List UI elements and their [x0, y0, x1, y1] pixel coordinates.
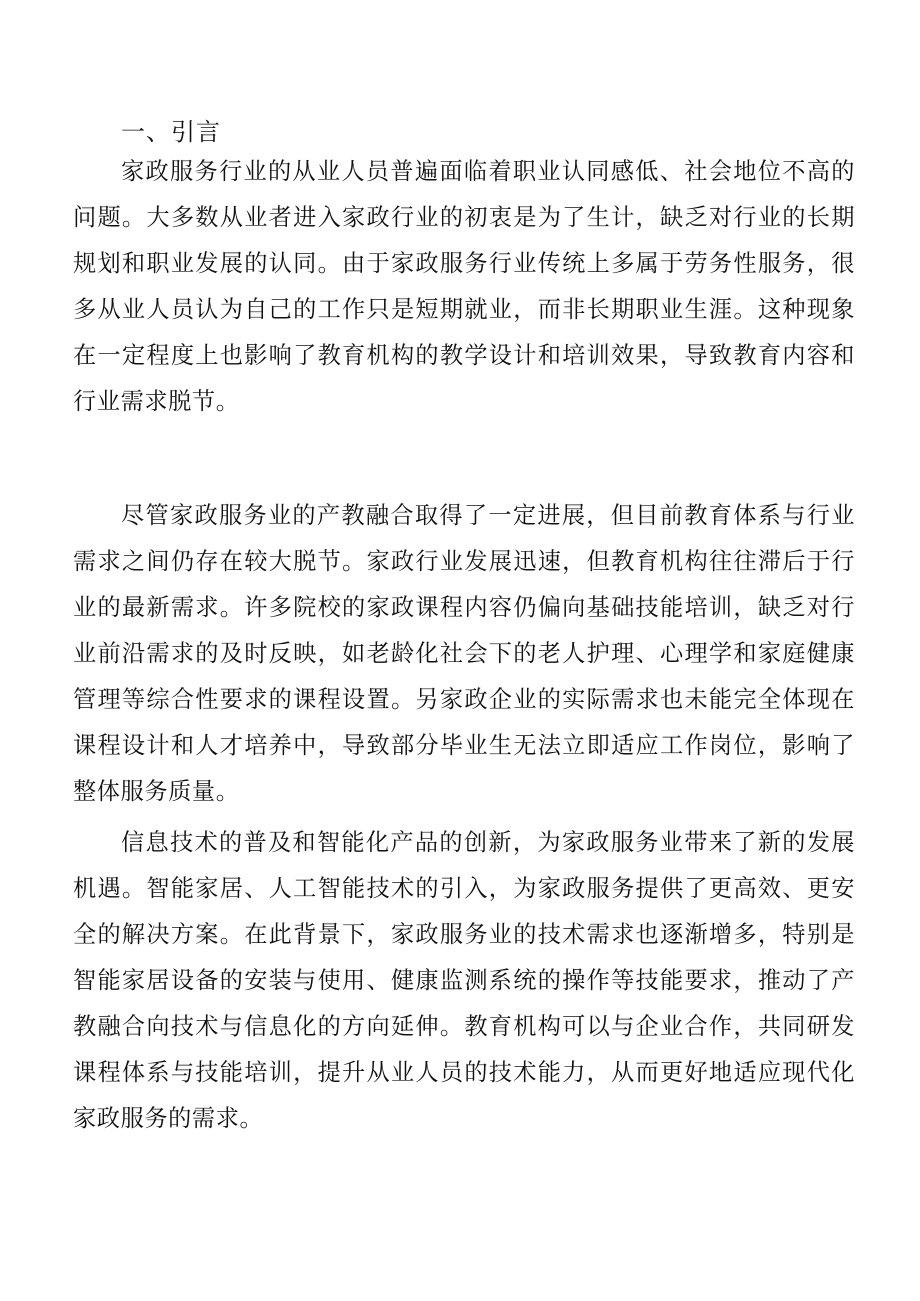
paragraph-2: 尽管家政服务业的产教融合取得了一定进展，但目前教育体系与行业需求之间仍存在较大脱节。家政行业发展迅速，但教育机构往往滞后于行业的最新需求。许多院校的家政课程内容仍偏向基础技能培训，缺乏对行业前沿需求的及时反映，如老龄化社会下的老人护理、心理学和家庭健康管理等综合性要求的课程设置。另家政企业的实际需求也未能完全体现在课程设计和人才培养中，导致部分毕业生无法立即适应工作岗位，影响了整体服务质量。 [73, 502, 855, 805]
paragraph-3: 信息技术的普及和智能化产品的创新，为家政服务业带来了新的发展机遇。智能家居、人工智能技术的引入，为家政服务提供了更高效、更安全的解决方案。在此背景下，家政服务业的技术需求也逐渐增多，特别是智能家居设备的安装与使用、健康监测系统的操作等技能要求，推动了产教融合向技术与信息化的方向延伸。教育机构可以与企业合作，共同研发课程体系与技能培训，提升从业人员的技术能力，从而更好地适应现代化家政服务的需求。 [73, 829, 855, 1132]
paragraph-1: 家政服务行业的从业人员普遍面临着职业认同感低、社会地位不高的问题。大多数从业者进入家政行业的初衷是为了生计，缺乏对行业的长期规划和职业发展的认同。由于家政服务行业传统上多属于劳务性服务，很多从业人员认为自己的工作只是短期就业，而非长期职业生涯。这种现象在一定程度上也影响了教育机构的教学设计和培训效果，导致教育内容和行业需求脱节。 [73, 158, 855, 415]
section-heading: 一、引言 [121, 118, 221, 146]
